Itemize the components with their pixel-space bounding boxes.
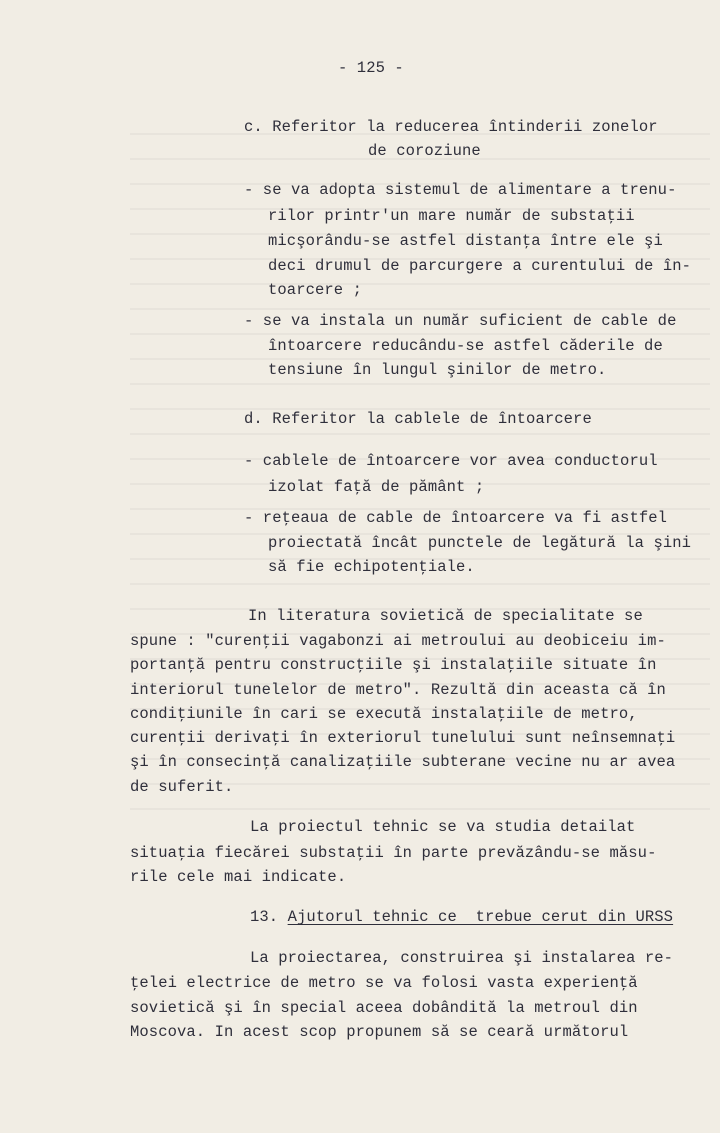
- section-c-bullet1-line: - se va adopta sistemul de alimentare a trenu-: [244, 181, 677, 199]
- section-c-bullet1-line: toarcere ;: [268, 281, 363, 299]
- section-c-bullet2-line: întoarcere reducându-se astfel căderile de: [268, 337, 663, 355]
- paragraph-line: rile cele mai indicate.: [130, 868, 347, 886]
- section-13-number: 13.: [250, 908, 279, 926]
- section-c-heading-cont: de coroziune: [368, 142, 481, 160]
- paragraph-line: şi în consecinţă canalizaţiile subterane vecine nu ar avea: [130, 753, 676, 771]
- paragraph-line: ţelei electrice de metro se va folosi vasta experienţă: [130, 974, 638, 992]
- page-number: - 125 -: [338, 59, 404, 77]
- section-c-bullet1-line: rilor printr'un mare număr de substaţii: [268, 207, 635, 225]
- section-d-heading: d. Referitor la cablele de întoarcere: [244, 410, 592, 428]
- paragraph-line: In literatura sovietică de specialitate se: [248, 607, 643, 625]
- paragraph-line: interiorul tunelelor de metro". Rezultă din aceasta că în: [130, 681, 666, 699]
- section-d-bullet1-line: izolat faţă de pământ ;: [268, 478, 485, 496]
- paragraph-line: La proiectarea, construirea şi instalarea re-: [250, 949, 674, 967]
- paragraph-line: condiţiunile în cari se execută instalaţiile de metro,: [130, 705, 638, 723]
- section-13-title: Ajutorul tehnic ce trebue cerut din URSS: [287, 908, 674, 926]
- paragraph-line: de suferit.: [130, 778, 234, 796]
- paragraph-line: curenţii derivaţi în exteriorul tunelului sunt neînsemnaţi: [130, 729, 676, 747]
- section-c-heading: c. Referitor la reducerea întinderii zonelor: [244, 118, 658, 136]
- paragraph-line: Moscova. In acest scop propunem să se ceară următorul: [130, 1023, 629, 1041]
- paragraph-line: spune : "curenţii vagabonzi ai metroului au deobiceiu im-: [130, 632, 666, 650]
- section-d-bullet2-line: proiectată încât punctele de legătură la şini: [268, 534, 692, 552]
- paragraph-line: sovietică şi în special aceea dobândită la metroul din: [130, 999, 638, 1017]
- paragraph-line: portanţă pentru construcţiile şi instalaţiile situate în: [130, 656, 657, 674]
- section-13-heading: [250, 907, 673, 927]
- section-c-bullet1-line: deci drumul de parcurgere a curentului de în-: [268, 257, 692, 275]
- section-c-bullet2-line: - se va instala un număr suficient de cable de: [244, 312, 677, 330]
- section-d-bullet1-line: - cablele de întoarcere vor avea conductorul: [244, 452, 658, 470]
- paragraph-line: La proiectul tehnic se va studia detailat: [250, 818, 636, 836]
- section-c-bullet2-line: tensiune în lungul şinilor de metro.: [268, 361, 607, 379]
- section-d-bullet2-line: - reţeaua de cable de întoarcere va fi astfel: [244, 509, 668, 527]
- section-c-bullet1-line: micşorându-se astfel distanţa între ele şi: [268, 232, 663, 250]
- section-d-bullet2-line: să fie echipotenţiale.: [268, 558, 475, 576]
- paragraph-line: situaţia fiecărei substaţii în parte prevăzându-se măsu-: [130, 844, 657, 862]
